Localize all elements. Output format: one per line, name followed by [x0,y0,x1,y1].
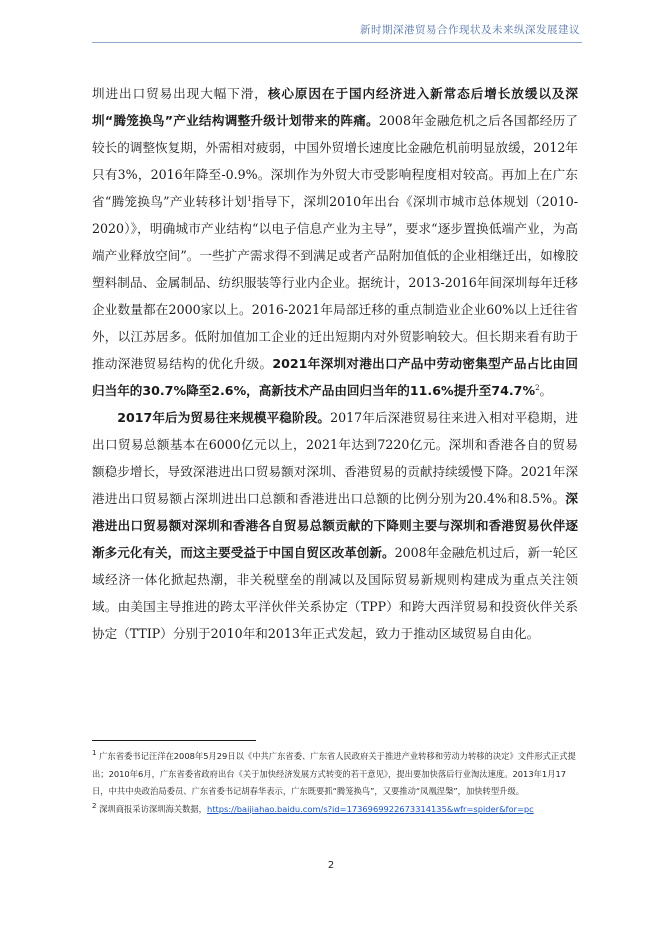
paragraph-2-bold-1: 2017年后为贸易往来规模平稳阶段。 [117,410,331,425]
paragraph-2-bold-2: 深港进出口贸易额对深圳和香港各自贸易总额贡献的下降则主要与深圳和香港贸易伙伴逐渐多元化有关，而这主要受益于中国自贸区改革创新。 [92,491,578,560]
footnotes [92,748,578,818]
page-number: 2 [327,860,335,871]
header-divider [92,42,582,43]
paragraph-1-text-2: 2008年金融危机之后各国都经历了较长的调整恢复期，外需相对疲弱，中国外贸增长速度比金融危机前明显放缓，2012年只有3%，2016年降至-0.9%。深圳作为外贸大市受影响程度相对较高。再加上在广东省“腾笼换鸟”产业转移计划 [92,113,578,209]
footnote-ref-1[interactable]: 1 [247,194,252,203]
paragraph-1-bold-2: 2021年深圳对港出口产品中劳动密集型产品占比由回归当年的30.7%降至2.6%，高新技术产品由回归当年的11.6%提升至74.7% [92,356,578,398]
paragraph-2 [92,404,578,647]
paragraph-1 [92,80,578,404]
footnote-ref-2[interactable]: 2 [535,383,540,392]
paragraph-1-bold-1: 核心原因在于国内经济进入新常态后增长放缓以及深圳“腾笼换鸟”产业结构调整升级计划带来的阵痛。 [92,86,579,128]
paragraph-2-text-1: 2017年后深港贸易往来进入相对平稳期，进出口贸易总额基本在6000亿元以上，2021年达到7220亿元。深圳和香港各自的贸易额稳步增长，导致深港进出口贸易额对深圳、香港贸易的贡献持续缓慢下降。2021年深港进出口贸易额占深圳进出口总额和香港进出口总额的比例分别为20.4%和8.5%。 [92,410,578,506]
footnote-divider [92,740,256,741]
footnote-1-mark: 1 [92,749,97,758]
footnote-1-text: 广东省委书记汪洋在2008年5月29日以《中共广东省委、广东省人民政府关于推进产业转移和劳动力转移的决定》文件形式正式提出；2010年6月，广东省委省政府出台《关于加快经济发展方式转变的若干意见》，提出要加快落后行业淘汰速度。2013年1月17日，中共中央政治局委员、广东省委书记胡春华表示，广东既要抓“腾笼换鸟”，又要推动“凤凰涅槃”，加快转型升级。 [92,751,576,796]
running-header: 新时期深港贸易合作现状及未来纵深发展建议 [360,24,580,36]
footnote-2-mark: 2 [92,801,97,810]
paragraph-2-text-2: 2008年金融危机过后，新一轮区域经济一体化掀起热潮，非关税壁垒的削减以及国际贸易新规则构建成为重点关注领域。由美国主导推进的跨太平洋伙伴关系协定（TPP）和跨大西洋贸易和投资伙伴关系协定（TTIP）分别于2010年和2013年正式发起，致力于推动区域贸易自由化。 [92,545,578,641]
body-text [92,80,578,647]
footnote-2-text: 深圳商报采访深圳海关数据， [99,803,207,814]
paragraph-1-text-3: 指导下，深圳2010年出台《深圳市城市总体规划（2010-2020）》，明确城市产业结构“以电子信息产业为主导”，要求“逐步置换低端产业，为高端产业释放空间”。一些扩产需求得不到满足或者产品附加值低的企业相继迁出，如橡胶塑料制品、金属制品、纺织服装等行业内企业。据统计，2013-2016年间深圳每年迁移企业数量都在2000家以上。2016-2021年局部迁移的重点制造业企业60%以上迁往省外，以江苏居多。低附加值加工企业的迁出短期内对外贸影响较大。但长期来看有助于推动深港贸易结构的优化升级。 [92,194,578,371]
paragraph-1-text-1: 圳进出口贸易出现大幅下滑， [92,86,268,101]
footnote-2-link[interactable]: https://baijiahao.baidu.com/s?id=1736969922673314135&wfr=spider&for=pc [206,803,534,814]
footnote-1 [92,748,578,801]
footnote-2 [92,801,578,819]
paragraph-1-text-4: 。 [539,383,553,398]
